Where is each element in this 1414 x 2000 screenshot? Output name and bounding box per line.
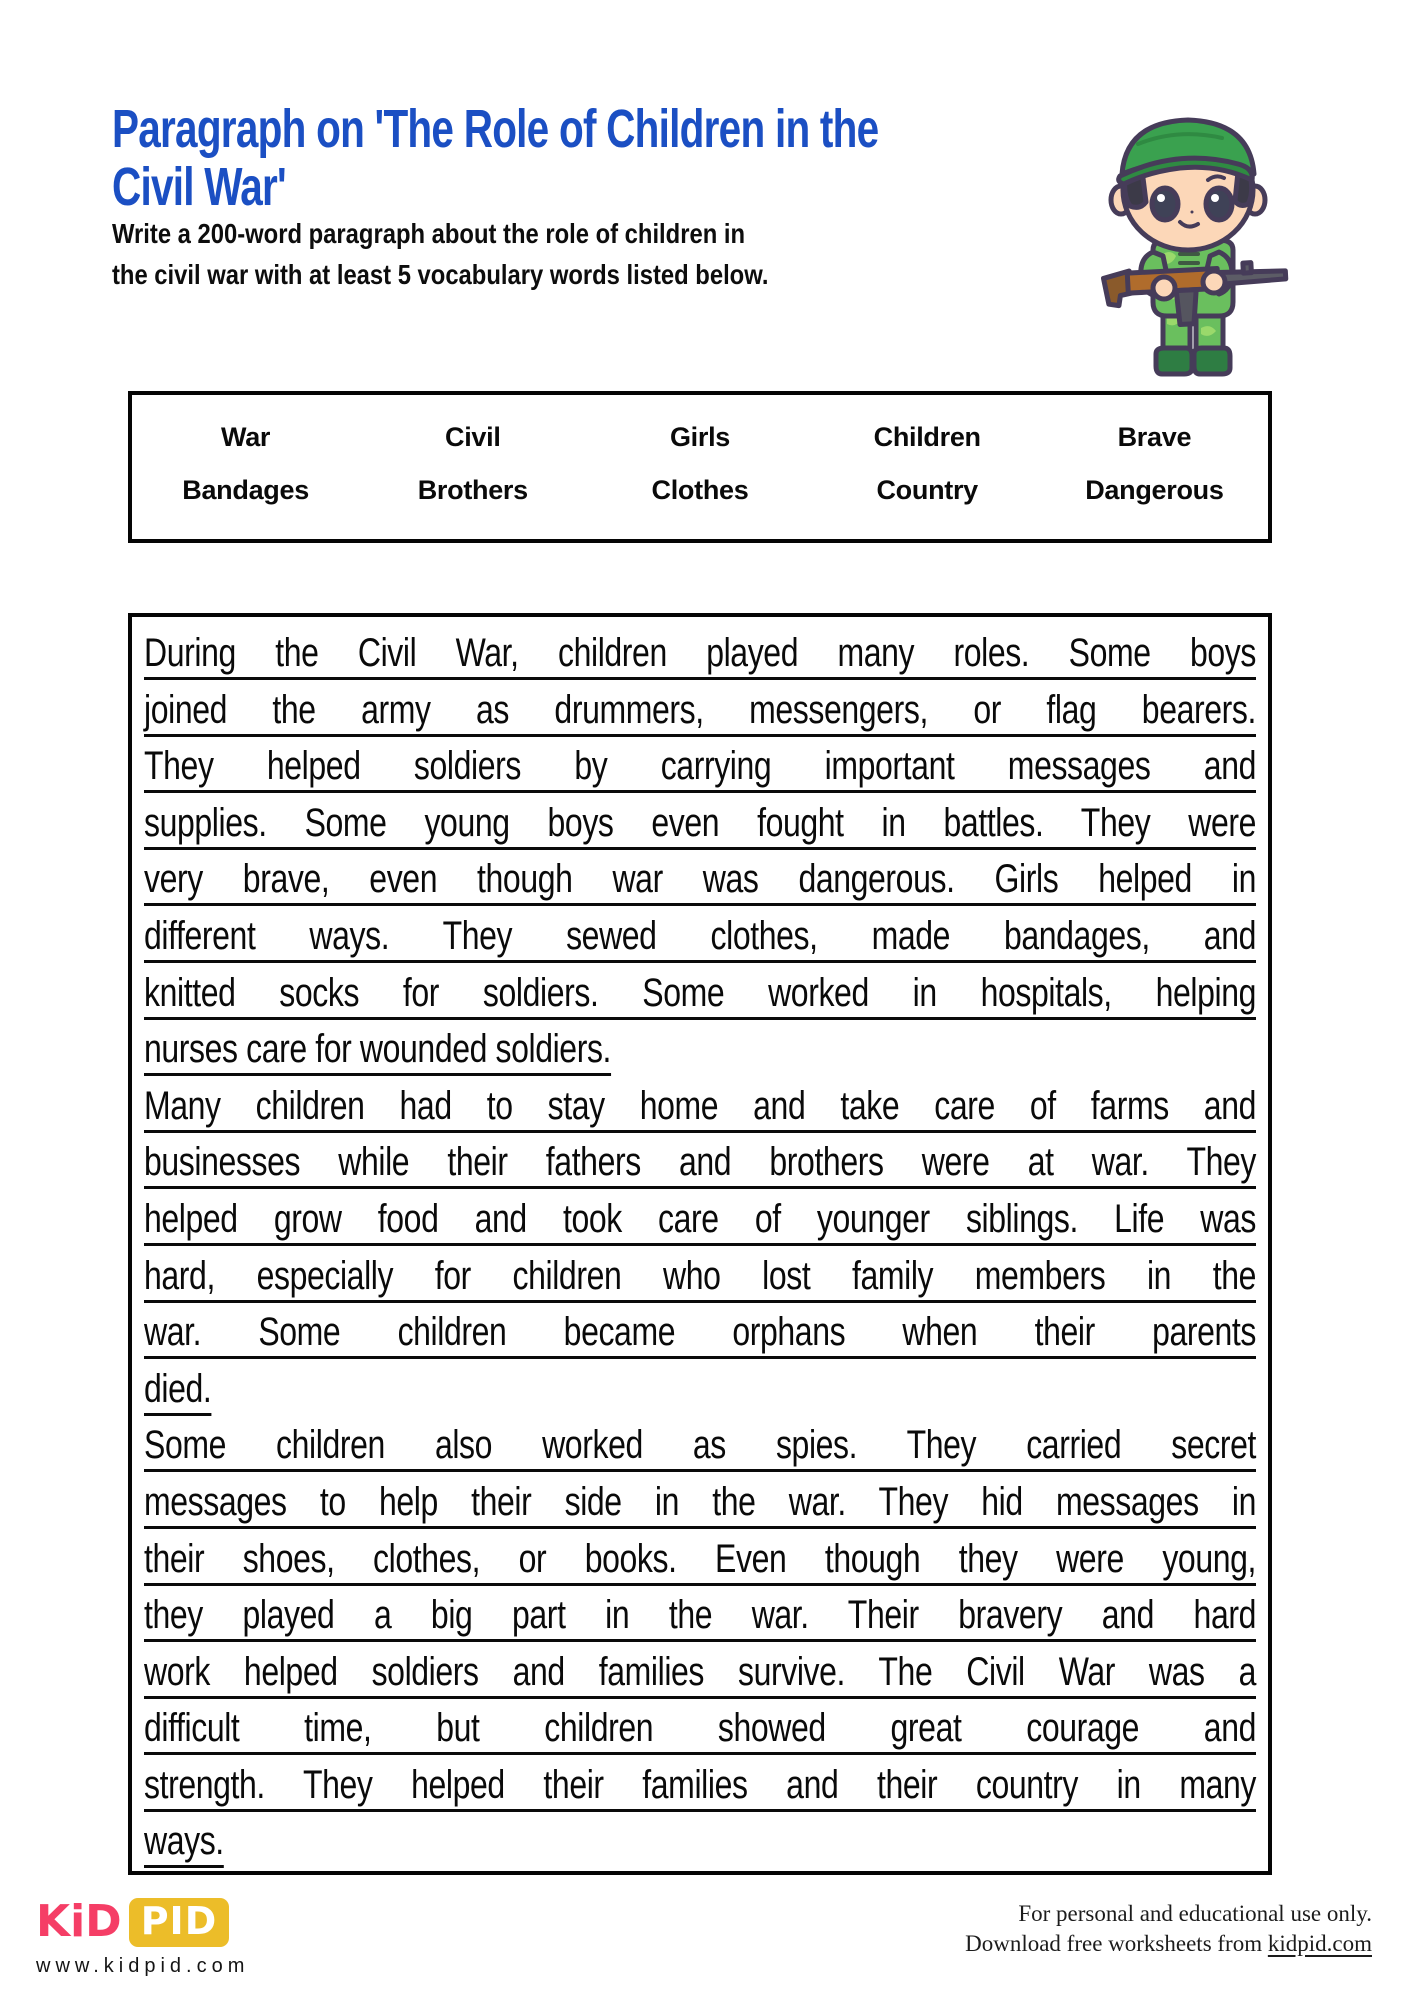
vocab-word: Brave xyxy=(1117,422,1192,452)
footer-notice-line2 xyxy=(965,1929,1372,1959)
essay-line: They helped soldiers by carrying important messages and xyxy=(144,744,1256,789)
vocab-word: Dangerous xyxy=(1085,475,1224,505)
essay-line: ways. xyxy=(144,1819,224,1864)
essay-line: Many children had to stay home and take care of farms and xyxy=(144,1083,1256,1128)
essay-line: very brave, even though war was dangerous. Girls helped in xyxy=(144,857,1256,902)
page-title-line: Civil War' xyxy=(112,157,286,217)
footer-notice-line2-prefix: Download free worksheets from xyxy=(965,1931,1268,1956)
essay-line: nurses care for wounded soldiers. xyxy=(144,1027,612,1072)
instruction-line: the civil war with at least 5 vocabulary words listed below. xyxy=(112,259,769,290)
essay-line: strength. They helped their families and their country in many xyxy=(144,1762,1256,1807)
logo-kid-text: KiD xyxy=(36,1896,122,1947)
essay-text-box xyxy=(128,613,1272,1875)
essay-line: work helped soldiers and families survive. The Civil War was a xyxy=(144,1649,1256,1694)
logo-url: www.kidpid.com xyxy=(36,1955,250,1977)
essay-line: hard, especially for children who lost family members in the xyxy=(144,1253,1256,1298)
vocab-word: Girls xyxy=(669,422,730,452)
essay-line: businesses while their fathers and brothers were at war. They xyxy=(144,1140,1256,1185)
vocab-word: Clothes xyxy=(651,475,749,505)
logo-pid-text: PID xyxy=(140,1898,218,1943)
essay-line: they played a big part in the war. Their bravery and hard xyxy=(144,1593,1256,1638)
essay-line: joined the army as drummers, messengers, or flag bearers. xyxy=(144,687,1256,732)
vocabulary-box xyxy=(128,391,1272,543)
essay-line: difficult time, but children showed great courage and xyxy=(144,1706,1256,1751)
vocab-row xyxy=(132,422,1268,453)
vocab-word: Bandages xyxy=(182,475,309,505)
logo-pid-badge xyxy=(129,1898,230,1947)
vocab-word: War xyxy=(221,422,271,452)
vocab-word: Country xyxy=(876,475,978,505)
kidpid-link[interactable]: kidpid.com xyxy=(1267,1931,1372,1956)
essay-line: messages to help their side in the war. They hid messages in xyxy=(144,1479,1256,1524)
vocab-word: Brothers xyxy=(417,475,528,505)
page-title xyxy=(112,100,1112,216)
essay-line: war. Some children became orphans when their parents xyxy=(144,1310,1256,1355)
essay-line: helped grow food and took care of younger siblings. Life was xyxy=(144,1196,1256,1241)
instruction-text xyxy=(112,213,1112,295)
page-title-line: Paragraph on 'The Role of Children in the xyxy=(112,99,879,159)
soldier-icon xyxy=(1068,88,1308,388)
vocab-word: Civil xyxy=(445,422,501,452)
footer-notice-line1: For personal and educational use only. xyxy=(1018,1901,1372,1926)
soldier-boy-illustration xyxy=(1068,88,1308,388)
essay-line: During the Civil War, children played many roles. Some boys xyxy=(144,631,1256,675)
essay-line: their shoes, clothes, or books. Even though they were young, xyxy=(144,1536,1256,1581)
instruction-line: Write a 200-word paragraph about the role of children in xyxy=(112,218,746,249)
essay-line: supplies. Some young boys even fought in battles. They were xyxy=(144,800,1256,845)
essay-line: died. xyxy=(144,1366,212,1411)
essay-line: different ways. They sewed clothes, made bandages, and xyxy=(144,913,1256,958)
essay-line: knitted socks for soldiers. Some worked in hospitals, helping xyxy=(144,970,1256,1015)
kidpid-logo xyxy=(36,1896,249,1978)
essay-line: Some children also worked as spies. They carried secret xyxy=(144,1423,1256,1468)
vocab-row xyxy=(132,475,1268,506)
footer-notice xyxy=(965,1899,1372,1959)
vocab-word: Children xyxy=(873,422,981,452)
